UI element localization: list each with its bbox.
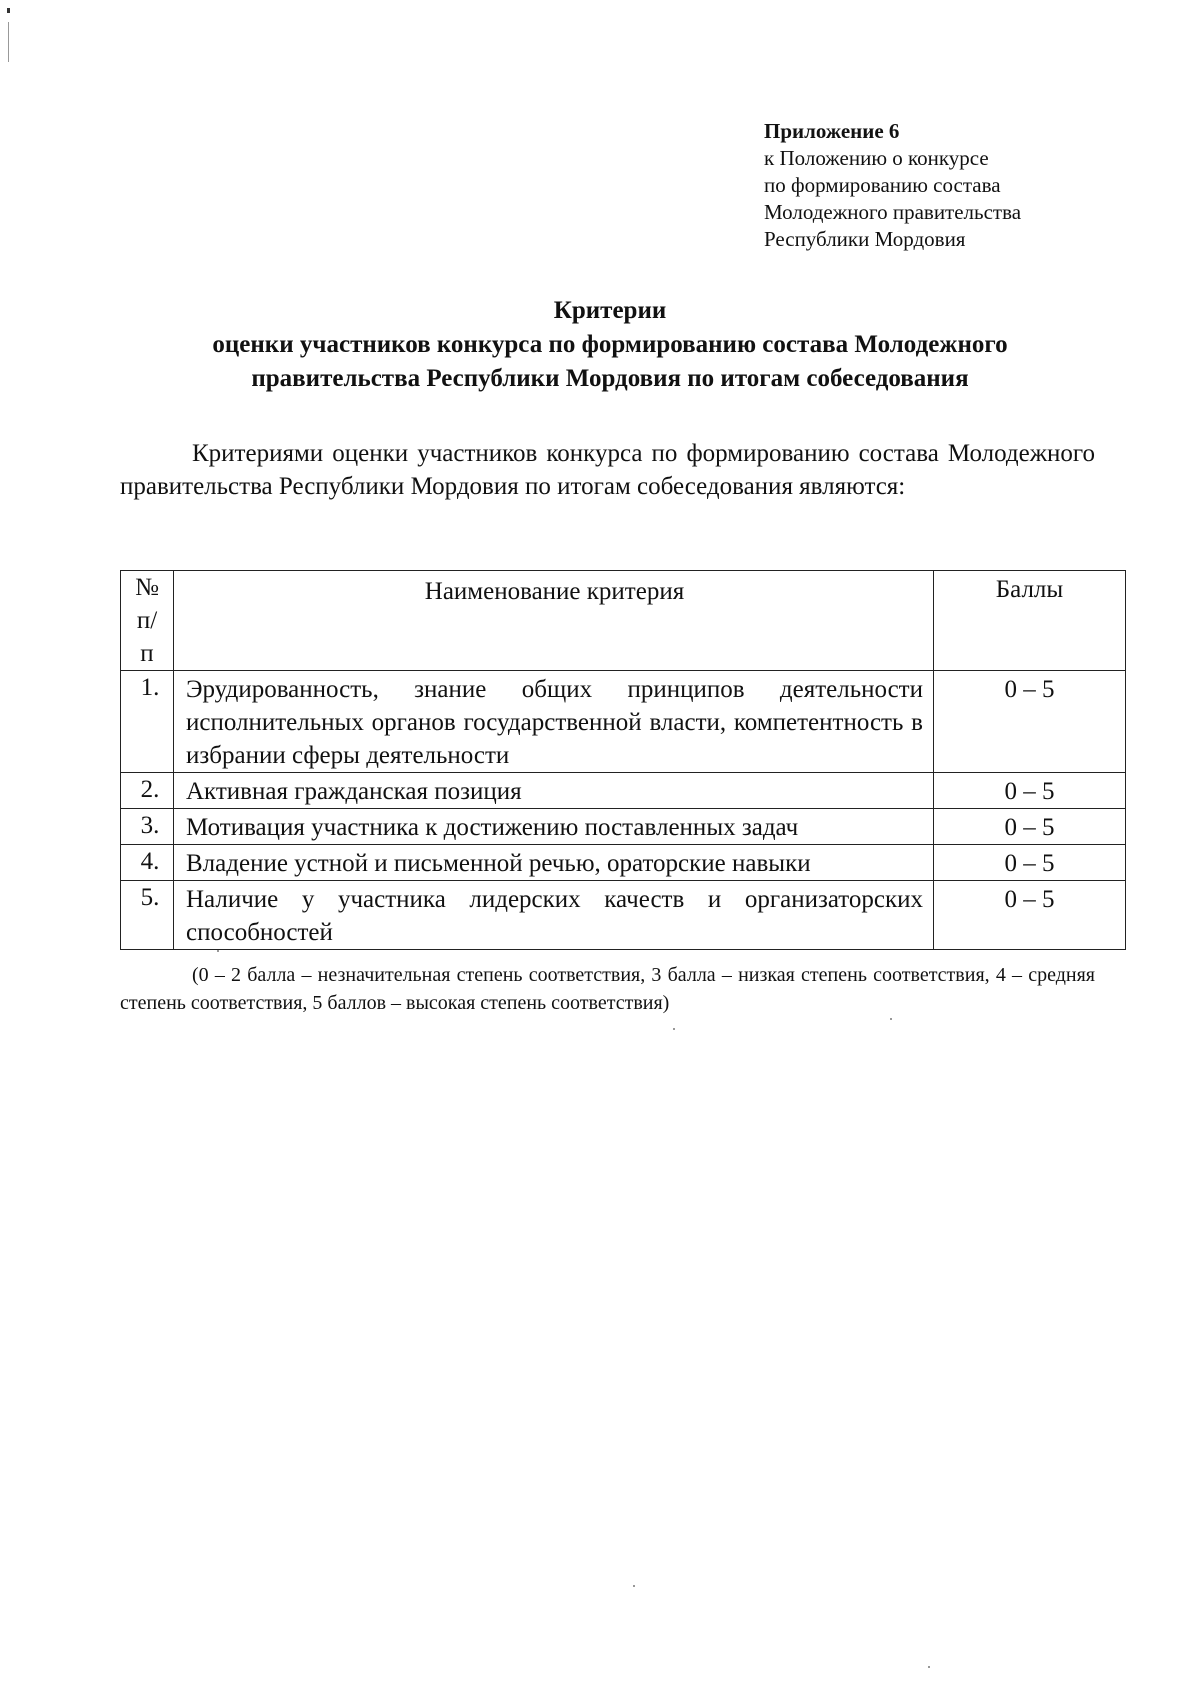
- annex-line: Республики Мордовия: [764, 227, 966, 251]
- row-criterion: Наличие у участника лидерских качеств и организаторских способностей: [174, 881, 934, 950]
- header-criterion: Наименование критерия: [174, 571, 934, 671]
- scoring-note: (0 – 2 балла – незначительная степень соответствия, 3 балла – низкая степень соответствия, 4 – средняя степень соответствия, 5 баллов – высокая степень соответствия): [120, 964, 1095, 1014]
- row-score: 0 – 5: [1004, 814, 1055, 841]
- header-score: Баллы: [934, 571, 1126, 671]
- row-score: 0 – 5: [1004, 850, 1055, 877]
- row-criterion: Эрудированность, знание общих принципов деятельности исполнительных органов государственной власти, компетентность в избрании сферы деятельности: [174, 671, 934, 773]
- table-row: [121, 773, 1126, 809]
- annex-line: по формированию состава: [764, 173, 1001, 197]
- row-criterion: Активная гражданская позиция: [174, 773, 934, 809]
- scan-artifact: [928, 1666, 930, 1668]
- intro-paragraph: Критериями оценки участников конкурса по формированию состава Молодежного правительства Республики Мордовия по итогам собеседования являются:: [120, 440, 1095, 500]
- row-number: 3.: [140, 812, 160, 839]
- row-score: 0 – 5: [1004, 886, 1055, 913]
- scan-artifact: [890, 1018, 892, 1020]
- table-row: [121, 881, 1126, 950]
- row-score: 0 – 5: [1004, 778, 1055, 805]
- annex-line: Молодежного правительства: [764, 200, 1022, 224]
- row-number: 2.: [140, 776, 160, 803]
- annex-title: Приложение 6: [764, 119, 900, 143]
- annex-block: [764, 118, 1021, 253]
- scan-artifact: [8, 22, 9, 62]
- header-number: № п/ п: [121, 571, 174, 671]
- scan-artifact: [7, 8, 10, 13]
- row-number: 5.: [140, 884, 160, 911]
- row-number: 4.: [140, 848, 160, 875]
- row-score: 0 – 5: [1004, 676, 1055, 703]
- row-number: 1.: [140, 674, 160, 701]
- row-criterion: Владение устной и письменной речью, ораторские навыки: [174, 845, 934, 881]
- criteria-table: [120, 570, 1126, 950]
- row-criterion: Мотивация участника к достижению поставленных задач: [174, 809, 934, 845]
- table-header-row: [121, 571, 1126, 671]
- heading-title: Критерии: [553, 297, 667, 324]
- table-row: [121, 845, 1126, 881]
- table-row: [121, 671, 1126, 773]
- scan-artifact: [633, 1585, 635, 1587]
- heading-subtitle-line: оценки участников конкурса по формированию состава Молодежного: [212, 331, 1008, 358]
- document-heading: [120, 294, 1100, 396]
- scan-artifact: [673, 1028, 675, 1030]
- annex-line: к Положению о конкурсе: [764, 146, 989, 170]
- scan-artifact: [217, 950, 219, 952]
- heading-subtitle-line: правительства Республики Мордовия по итогам собеседования: [251, 365, 969, 392]
- table-row: [121, 809, 1126, 845]
